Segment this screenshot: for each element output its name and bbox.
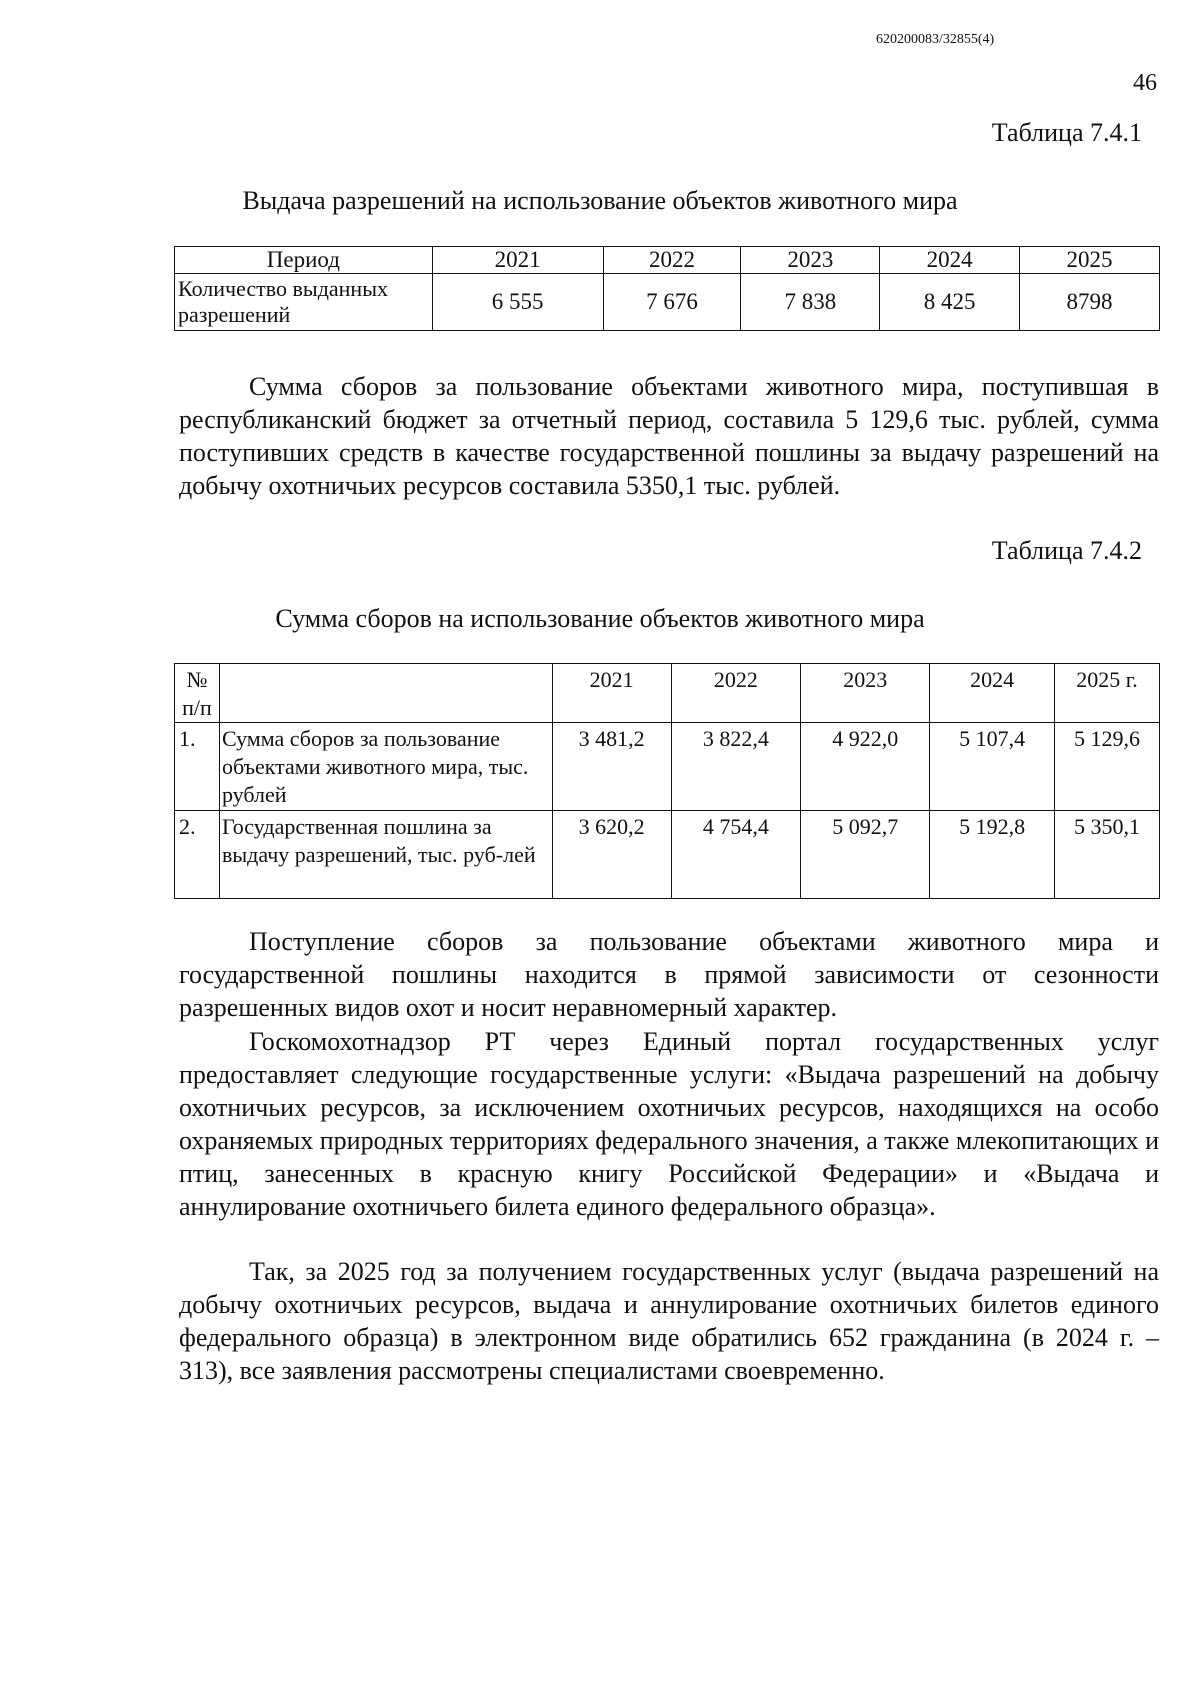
table-header-row	[175, 664, 1160, 723]
table1-caption: Выдача разрешений на использование объектов животного мира	[242, 186, 958, 215]
paragraph-electronic-applications: Так, за 2025 год за получением государственных услуг (выдача разрешений на добычу охотничьих ресурсов, выдача и аннулирование охотничьих билетов единого федерального образца) в электронном виде обратились 652 гражданина (в 2024 г. – 313), все заявления рассмотрены специалистами своевременно.	[179, 1257, 1159, 1385]
value-cell: 4 922,0	[801, 723, 930, 811]
header-cell-2023: 2023	[801, 664, 930, 723]
row-label: Сумма сборов за пользование объектами животного мира, тыс. рублей	[219, 723, 552, 811]
value-cell: 5 192,8	[930, 811, 1055, 899]
permits-table	[174, 246, 1160, 331]
table-row	[175, 811, 1160, 899]
value-cell: 5 107,4	[930, 723, 1055, 811]
header-cell-2024: 2024	[880, 247, 1020, 274]
paragraph-seasonality: Поступление сборов за пользование объектами животного мира и государственной пошлины находится в прямой зависимости от сезонности разрешенных видов охот и носит неравномерный характер.	[179, 927, 1159, 1022]
fees-table	[174, 663, 1160, 899]
value-cell: 4 754,4	[671, 811, 801, 899]
row-label: Государственная пошлина за выдачу разрешений, тыс. руб-лей	[219, 811, 552, 899]
value-cell: 8 425	[880, 274, 1020, 331]
value-cell: 7 838	[741, 274, 880, 331]
header-cell-2023: 2023	[741, 247, 880, 274]
value-cell: 5 350,1	[1055, 811, 1160, 899]
header-cell-2022: 2022	[671, 664, 801, 723]
page-number: 46	[1133, 70, 1157, 96]
header-cell-period: Период	[175, 247, 433, 274]
value-cell: 3 481,2	[552, 723, 671, 811]
paragraph-fees-summary: Сумма сборов за пользование объектами животного мира, поступившая в республиканский бюджет за отчетный период, составила 5 129,6 тыс. рублей, сумма поступивших средств в качестве государственной пошлины за выдачу разрешений на добычу охотничьих ресурсов составила 5350,1 тыс. рублей.	[179, 372, 1159, 500]
header-cell-name	[219, 664, 552, 723]
table2-label: Таблица 7.4.2	[991, 536, 1142, 565]
value-cell: 7 676	[603, 274, 741, 331]
value-cell: 8798	[1020, 274, 1160, 331]
header-cell-2021: 2021	[432, 247, 603, 274]
value-cell: 5 092,7	[801, 811, 930, 899]
row-number: 1.	[175, 723, 220, 811]
table-row	[175, 723, 1160, 811]
table-row	[175, 274, 1160, 331]
value-cell: 6 555	[432, 274, 603, 331]
value-cell: 3 620,2	[552, 811, 671, 899]
header-cell-2021: 2021	[552, 664, 671, 723]
value-cell: 3 822,4	[671, 723, 801, 811]
header-cell-2024: 2024	[930, 664, 1055, 723]
paragraph-services: Госкомохотнадзор РТ через Единый портал государственных услуг предоставляет следующие государственные услуги: «Выдача разрешений на добычу охотничьих ресурсов, за исключением охотничьих ресурсов, находящихся на особо охраняемых природных территориях федерального значения, а также млекопитающих и птиц, занесенных в красную книгу Российской Федерации» и «Выдача и аннулирование охотничьего билета единого федерального образца».	[179, 1027, 1159, 1221]
header-cell-2025: 2025	[1020, 247, 1160, 274]
value-cell: 5 129,6	[1055, 723, 1160, 811]
table2-caption: Сумма сборов на использование объектов животного мира	[275, 604, 925, 633]
row-label: Количество выданных разрешений	[175, 274, 433, 331]
row-number: 2.	[175, 811, 220, 899]
header-cell-2025: 2025 г.	[1055, 664, 1160, 723]
table1-label: Таблица 7.4.1	[991, 118, 1142, 147]
header-cell-number: № п/п	[175, 664, 220, 723]
header-cell-2022: 2022	[603, 247, 741, 274]
document-id: 620200083/32855(4)	[876, 32, 995, 47]
table-header-row	[175, 247, 1160, 274]
